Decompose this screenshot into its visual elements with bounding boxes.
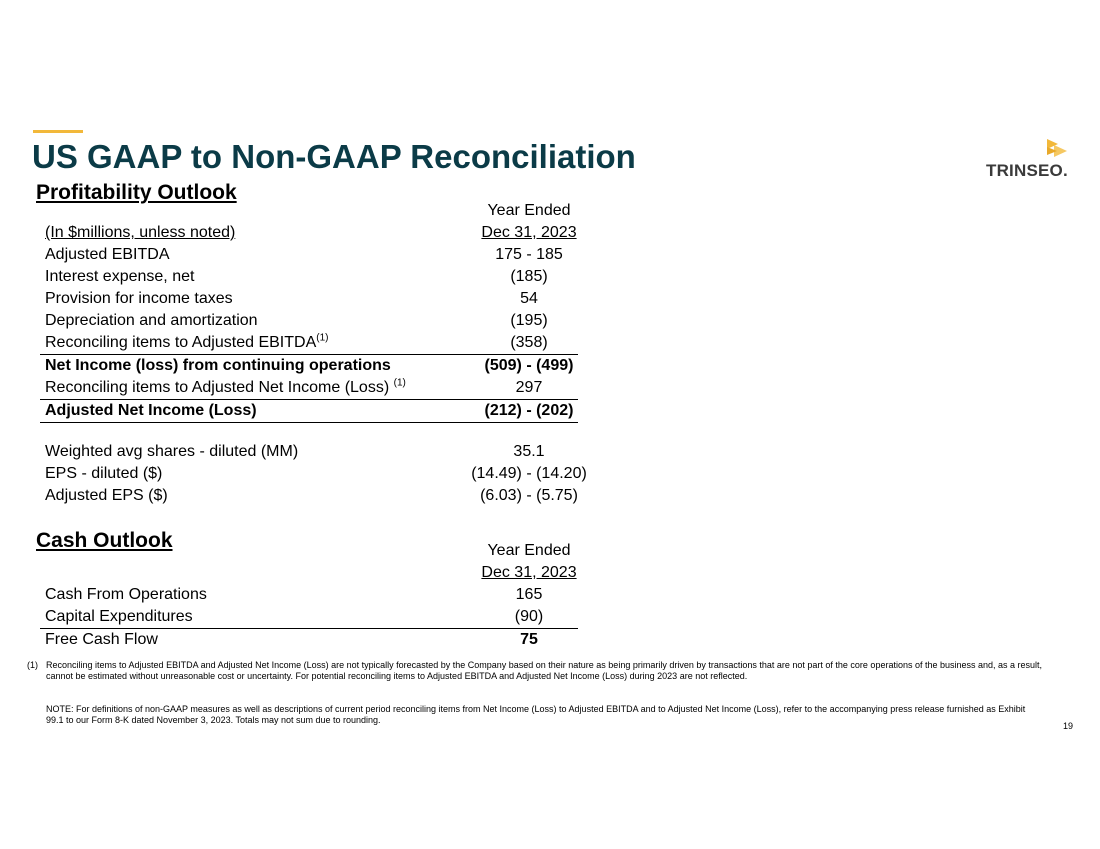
row-value: 54: [520, 290, 538, 307]
cash-col-head-bottom: Dec 31, 2023: [481, 564, 577, 581]
row-label: Interest expense, net: [45, 268, 195, 285]
table-row: [40, 485, 578, 507]
table-row: [40, 332, 578, 354]
row-value: 165: [515, 586, 543, 603]
row-label: Adjusted EBITDA: [45, 246, 170, 263]
table-row: [40, 441, 578, 463]
table-row: [40, 310, 578, 332]
row-value: 75: [520, 631, 538, 648]
row-label: Reconciling items to Adjusted EBITDA$^{(1)}$: [45, 332, 329, 351]
footnote-number: (1): [27, 660, 38, 670]
trinseo-logo: [985, 136, 1085, 184]
table-row: [40, 266, 578, 288]
footnote-marker: (1): [393, 377, 406, 389]
row-value: (212) - (202): [484, 402, 574, 419]
row-label: Adjusted EPS ($): [45, 487, 168, 504]
row-label: Net Income (loss) from continuing operations: [45, 357, 391, 374]
table-row: [40, 584, 578, 606]
profitability-col-head-top: Year Ended: [487, 202, 571, 219]
table-row: [40, 463, 587, 485]
table-row: [40, 606, 578, 629]
table-row-free-cash-flow: [40, 629, 578, 651]
row-label: Depreciation and amortization: [45, 312, 258, 329]
row-label: Cash From Operations: [45, 586, 207, 603]
table-row: [40, 288, 578, 310]
footnote-marker: (1): [316, 332, 329, 344]
page-number: 19: [1063, 721, 1074, 731]
row-label: Adjusted Net Income (Loss): [45, 402, 257, 419]
row-value: (14.49) - (14.20): [471, 465, 587, 482]
title-accent-bar: [33, 130, 83, 133]
row-label: Capital Expenditures: [45, 608, 193, 625]
cash-heading: Cash Outlook: [36, 529, 173, 552]
row-label: Weighted avg shares - diluted (MM): [45, 443, 299, 460]
logo-text: TRINSEO.: [986, 161, 1068, 180]
profitability-heading: Profitability Outlook: [36, 181, 237, 204]
page-title: US GAAP to Non-GAAP Reconciliation: [32, 138, 636, 175]
row-value: 35.1: [513, 443, 545, 460]
row-value: (6.03) - (5.75): [480, 487, 578, 504]
table-row: [40, 377, 578, 400]
row-value: 297: [515, 379, 543, 396]
table-row-adjusted-net-income: [40, 400, 578, 423]
note-text: NOTE: For definitions of non-GAAP measures as well as descriptions of current period reconciling items from Net Income (Loss) to Adjusted EBITDA and to Adjusted Net Income (Loss), refer to the accompanying press release furnished as Exhibit 99.1 to our Form 8-K dated November 3, 2023. Totals may not sum due to rounding.: [46, 704, 1026, 725]
row-label: Reconciling items to Adjusted Net Income (Loss) $^{(1)}$: [45, 377, 406, 396]
row-label: EPS - diluted ($): [45, 465, 163, 482]
logo-chevron-icon: [1045, 138, 1069, 158]
row-label: Free Cash Flow: [45, 631, 158, 648]
table-row-net-income: [40, 354, 578, 377]
row-value: 175 - 185: [495, 246, 563, 263]
row-spacer: [40, 423, 578, 441]
row-value: (195): [510, 312, 548, 329]
profitability-label-head: (In $millions, unless noted): [45, 224, 236, 241]
row-value: (185): [510, 268, 548, 285]
row-value: (509) - (499): [484, 357, 574, 374]
row-label: Provision for income taxes: [45, 290, 233, 307]
profitability-col-head-bottom: Dec 31, 2023: [481, 224, 577, 241]
row-value: (90): [514, 608, 544, 625]
footnote-text: Reconciling items to Adjusted EBITDA and Adjusted Net Income (Loss) are not typically forecasted by the Company based on their nature as being primarily driven by transactions that are not part of the core operations of the business and, as a result, cannot be estimated without unreasonable cost or uncertainty. For potential reconciling items to Adjusted EBITDA and Adjusted Net Income (Loss) during 2023 are not reflected.: [46, 660, 1043, 681]
cash-col-head-top: Year Ended: [487, 542, 571, 559]
row-value: (358): [510, 334, 548, 351]
table-row: [40, 244, 578, 266]
